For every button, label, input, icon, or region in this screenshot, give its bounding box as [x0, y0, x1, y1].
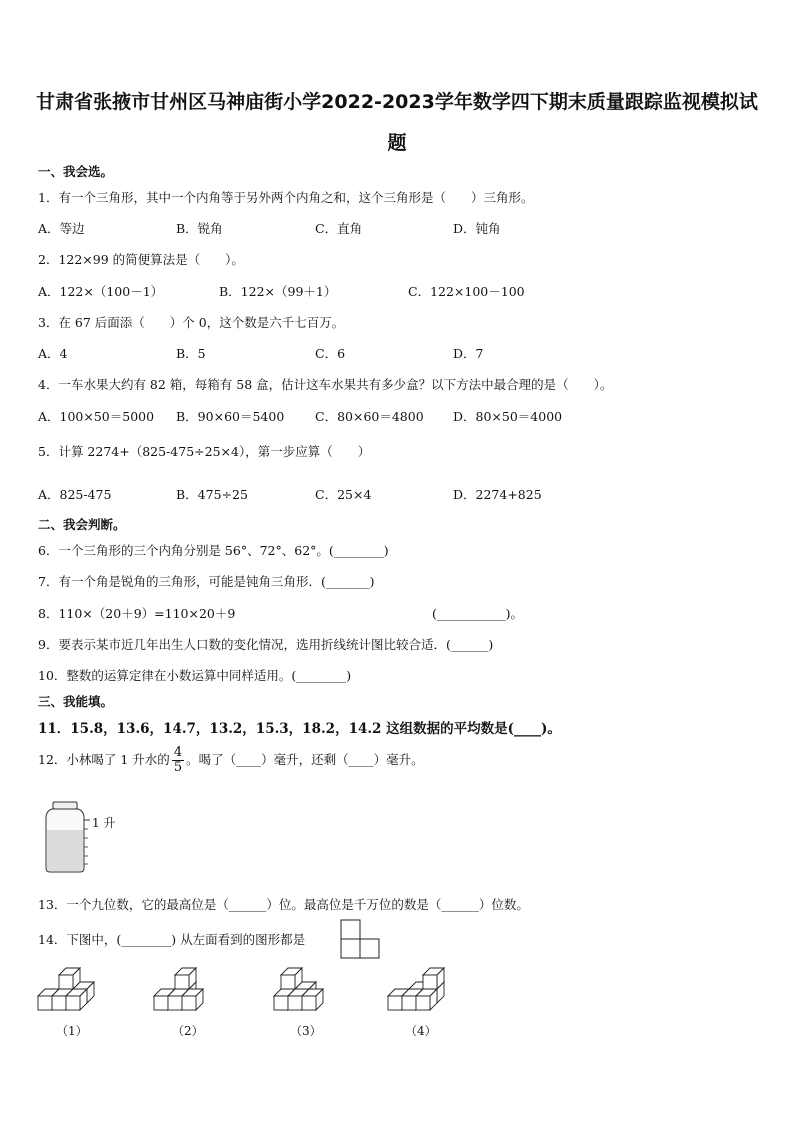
q2-option-c: C．122×100－100 — [408, 284, 525, 299]
q5-option-d: D．2274+825 — [453, 487, 542, 502]
q3-option-b: B．5 — [176, 346, 206, 361]
q5-option-a: A．825-475 — [38, 487, 112, 502]
q4-option-d: D．80×50＝4000 — [453, 409, 563, 424]
question-10: 10．整数的运算定律在小数运算中同样适用。(________) — [38, 668, 352, 683]
section-judge: 二、我会判断。 — [38, 517, 126, 532]
figure-label-3: （3） — [290, 1024, 322, 1038]
question-8: 8．110×（20＋9）=110×20＋9 — [38, 606, 236, 621]
figure-label-4: （4） — [405, 1024, 437, 1038]
page-title-line1: 甘肃省张掖市甘州区马神庙街小学2022-2023学年数学四下期末质量跟踪监视模拟试 — [36, 91, 758, 113]
q4-option-a: A．100×50＝5000 — [38, 409, 155, 424]
question-5: 5．计算 2274+（825-475÷25×4），第一步应算（ ） — [38, 444, 371, 459]
question-13: 13．一个九位数，它的最高位是（______）位。最高位是千万位的数是（______）位数。 — [38, 897, 529, 912]
question-8-blank: (___________)。 — [432, 606, 524, 621]
q12-prefix: 12．小林喝了 1 升水的 — [38, 752, 170, 767]
section-choose: 一、我会选。 — [38, 164, 114, 179]
q14-text: 14．下图中，(________) 从左面看到的图形都是 — [38, 932, 306, 947]
fraction-numerator: 4 — [173, 745, 183, 760]
question-12 — [38, 746, 424, 775]
question-14 — [38, 930, 358, 948]
cube-figure-3 — [272, 962, 342, 1012]
bottle-label: 1 升 — [92, 816, 116, 830]
cube-figure-2 — [152, 962, 222, 1012]
q1-option-a: A．等边 — [38, 221, 85, 236]
figure-label-2: （2） — [172, 1024, 204, 1038]
q2-option-a: A．122×（100－1） — [38, 284, 164, 299]
q12-suffix: 。喝了（____）毫升，还剩（____）毫升。 — [186, 752, 424, 767]
question-9: 9．要表示某市近几年出生人口数的变化情况，选用折线统计图比较合适．(______) — [38, 637, 494, 652]
fraction-denominator: 5 — [173, 760, 183, 775]
left-view-shape — [340, 919, 380, 959]
section-fill: 三、我能填。 — [38, 694, 114, 709]
cube-figure-1 — [36, 962, 106, 1012]
q3-option-d: D．7 — [453, 346, 484, 361]
q1-option-c: C．直角 — [315, 221, 363, 236]
q4-option-b: B．90×60＝5400 — [176, 409, 285, 424]
question-4: 4．一车水果大约有 82 箱，每箱有 58 盒，估计这车水果共有多少盒？以下方法中最合理的是（ ）。 — [38, 377, 613, 392]
question-2: 2．122×99 的简便算法是（ ）。 — [38, 252, 244, 267]
question-6: 6．一个三角形的三个内角分别是 56°、72°、62°。(________) — [38, 543, 389, 558]
page-title-line2: 题 — [387, 132, 407, 154]
q2-option-b: B．122×（99＋1） — [219, 284, 337, 299]
question-3: 3．在 67 后面添（ ）个 0，这个数是六千七百万。 — [38, 315, 345, 330]
water-bottle-illustration — [44, 800, 94, 875]
q1-option-b: B．锐角 — [176, 221, 223, 236]
fraction-four-fifths — [172, 746, 184, 775]
q5-option-b: B．475÷25 — [176, 487, 248, 502]
q1-option-d: D．钝角 — [453, 221, 501, 236]
question-1: 1．有一个三角形，其中一个内角等于另外两个内角之和，这个三角形是（ ）三角形。 — [38, 190, 534, 205]
q3-option-a: A．4 — [38, 346, 68, 361]
q5-option-c: C．25×4 — [315, 487, 372, 502]
question-7: 7．有一个角是锐角的三角形，可能是钝角三角形．(_______) — [38, 574, 375, 589]
question-11: 11．15.8，13.6，14.7，13.2，15.3，18.2，14.2 这组数据的平均数是(____)。 — [38, 721, 561, 737]
q4-option-c: C．80×60＝4800 — [315, 409, 424, 424]
cube-figure-4 — [386, 962, 456, 1012]
q3-option-c: C．6 — [315, 346, 346, 361]
figure-label-1: （1） — [56, 1024, 88, 1038]
